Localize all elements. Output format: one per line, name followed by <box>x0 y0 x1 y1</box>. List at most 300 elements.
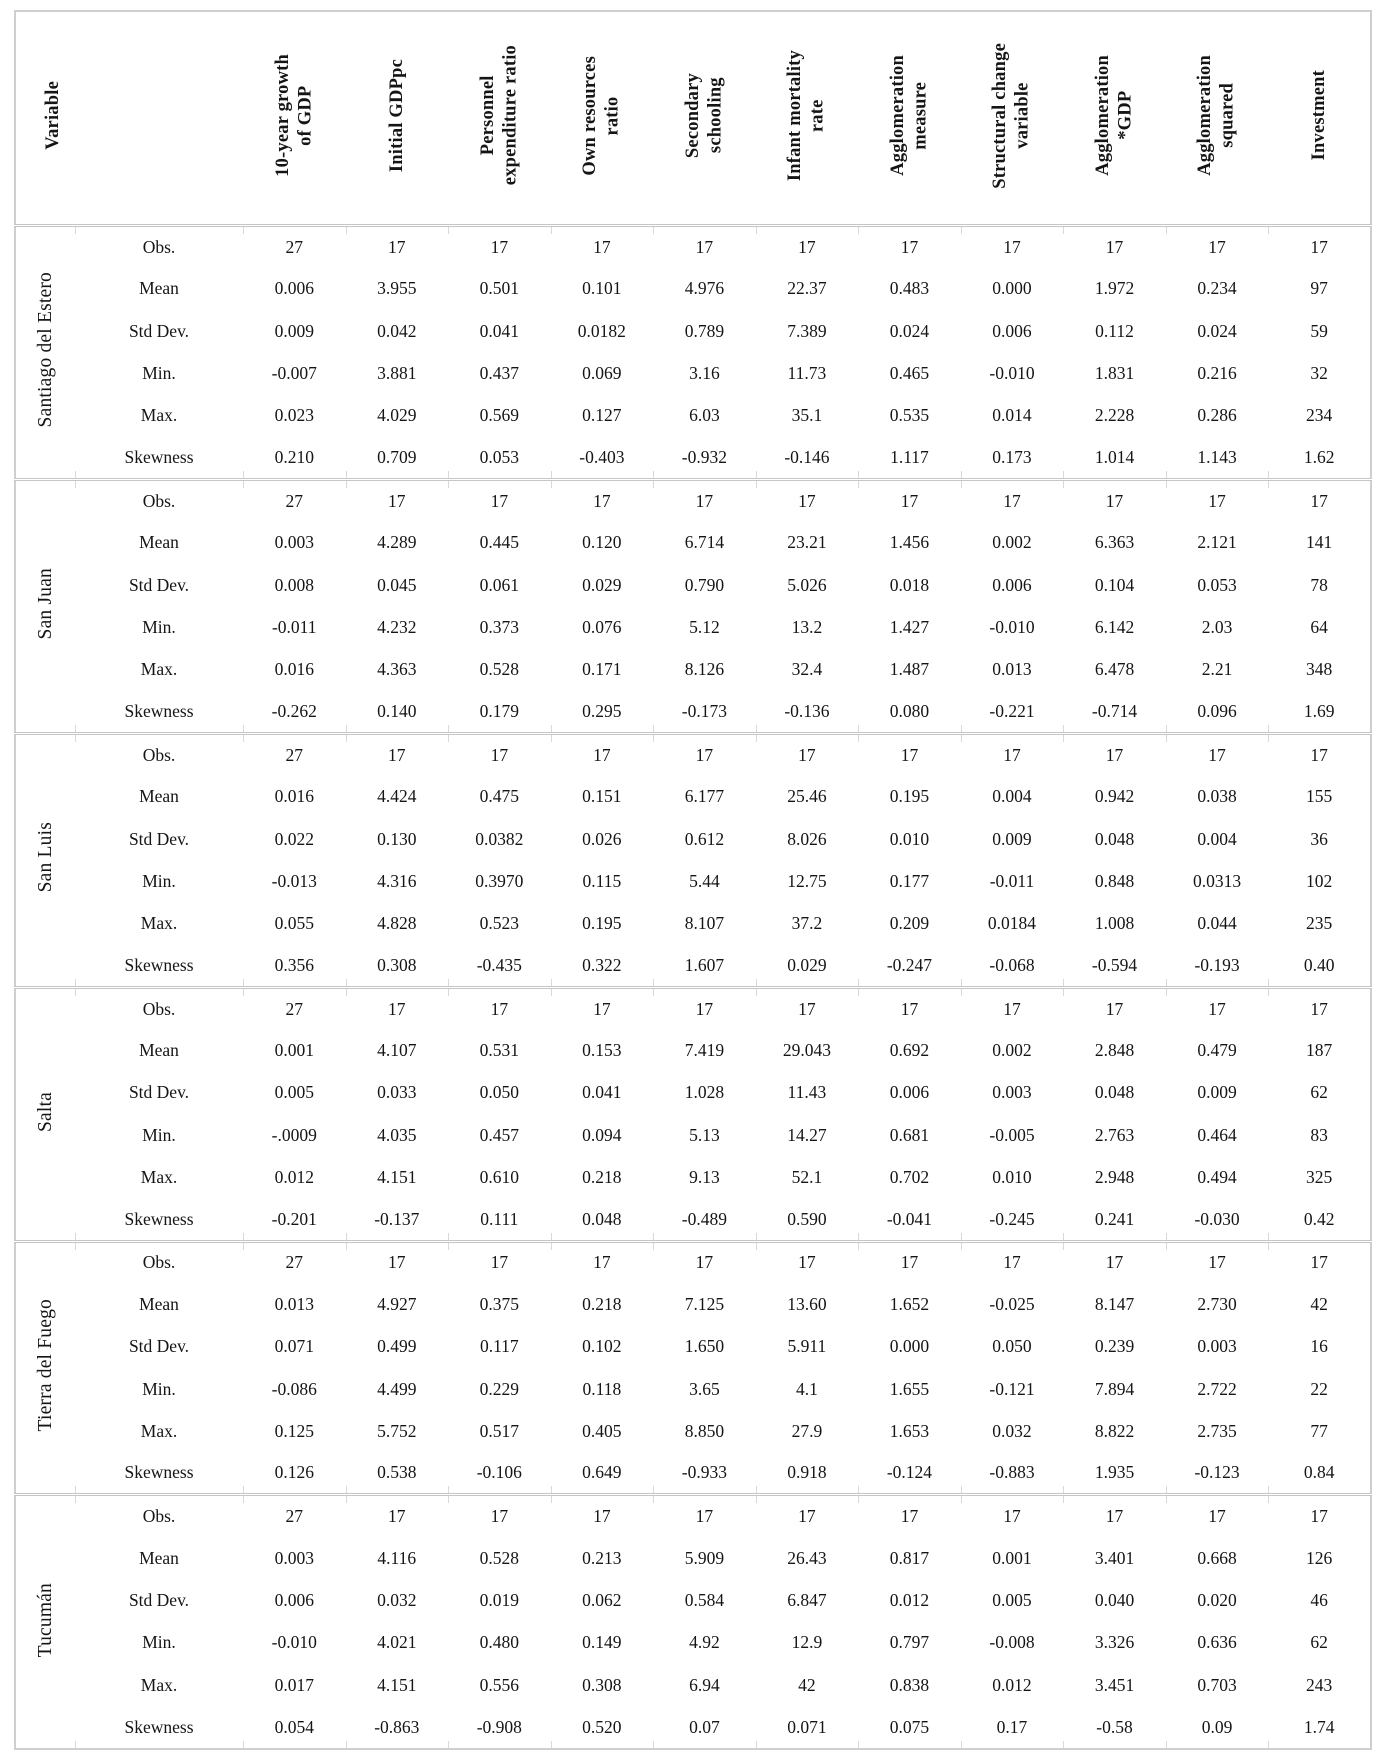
value-cell: 0.048 <box>1094 1082 1135 1103</box>
value-cell: 0.0184 <box>987 913 1037 934</box>
value-cell: 0.838 <box>889 1674 930 1695</box>
value-cell: 62 <box>1310 1082 1328 1103</box>
value-cell: 0.062 <box>582 1590 622 1611</box>
value-cell: 0.001 <box>274 1040 314 1061</box>
value-cell: 0.942 <box>1094 786 1135 807</box>
value-cell: 1.831 <box>1094 363 1135 384</box>
value-cell: 1.935 <box>1063 1453 1166 1495</box>
value-cell: 23.21 <box>787 532 827 553</box>
value-cell: 126 <box>1306 1547 1333 1568</box>
value-cell: 17 <box>1268 987 1371 1029</box>
value-cell: 0.817 <box>889 1547 930 1568</box>
value-cell: 0.005 <box>992 1590 1032 1611</box>
value-cell: 0.102 <box>582 1336 622 1357</box>
value-cell: 0.012 <box>992 1674 1032 1695</box>
value-cell: 0.790 <box>684 574 725 595</box>
table-row <box>15 945 1371 987</box>
value-cell: 2.848 <box>1094 1040 1135 1061</box>
value-cell: 5.026 <box>787 574 827 595</box>
value-cell: 0.018 <box>889 574 930 595</box>
value-cell: -0.908 <box>448 1706 551 1749</box>
value-cell: 0.006 <box>889 1082 930 1103</box>
value-cell: 0.556 <box>479 1674 520 1695</box>
value-cell: 187 <box>1306 1040 1333 1061</box>
value-cell: 1.028 <box>684 1082 725 1103</box>
table-row <box>15 860 1371 902</box>
value-cell: 27 <box>243 479 346 521</box>
value-cell: 0.295 <box>551 691 654 733</box>
value-cell: 5.13 <box>689 1124 720 1145</box>
value-cell: 0.016 <box>274 786 314 807</box>
value-cell: 0.789 <box>684 320 725 341</box>
table-row <box>15 522 1371 564</box>
value-cell: 348 <box>1306 659 1333 680</box>
value-cell: -0.221 <box>961 691 1064 733</box>
table-row <box>15 437 1371 479</box>
value-cell: 83 <box>1310 1124 1328 1145</box>
value-cell: 0.3970 <box>475 870 524 891</box>
value-cell: 0.84 <box>1268 1453 1371 1495</box>
value-cell: 0.584 <box>684 1590 725 1611</box>
value-cell: 4.151 <box>377 1674 417 1695</box>
value-cell: 0.055 <box>274 913 314 934</box>
value-cell: 0.373 <box>479 616 520 637</box>
value-cell: 0.499 <box>377 1336 417 1357</box>
value-cell: 4.363 <box>377 659 417 680</box>
column-header: Secondary schooling <box>653 11 756 226</box>
value-cell: 0.096 <box>1166 691 1269 733</box>
table-row <box>15 226 1371 268</box>
value-cell: 0.0313 <box>1192 870 1242 891</box>
value-cell: 6.714 <box>684 532 725 553</box>
value-cell: 0.006 <box>992 320 1032 341</box>
value-cell: 7.894 <box>1094 1378 1135 1399</box>
value-cell: 0.457 <box>479 1124 520 1145</box>
value-cell: 0.054 <box>243 1706 346 1749</box>
value-cell: 29.043 <box>782 1040 831 1061</box>
value-cell: 4.499 <box>377 1378 417 1399</box>
value-cell: 17 <box>653 733 756 775</box>
value-cell: 25.46 <box>787 786 827 807</box>
value-cell: 0.032 <box>992 1420 1032 1441</box>
value-cell: 1.652 <box>889 1293 930 1314</box>
value-cell: 46 <box>1310 1590 1328 1611</box>
value-cell: 0.002 <box>992 1040 1032 1061</box>
table-row <box>15 1283 1371 1325</box>
value-cell: 0.702 <box>889 1167 930 1188</box>
column-header: Initial GDPpc <box>346 11 449 226</box>
value-cell: -0.245 <box>961 1199 1064 1241</box>
value-cell: 4.107 <box>377 1040 417 1061</box>
value-cell: 0.479 <box>1197 1040 1237 1061</box>
value-cell: 1.69 <box>1268 691 1371 733</box>
value-cell: 17 <box>551 1241 654 1283</box>
column-header: Personnel expenditure ratio <box>448 11 551 226</box>
value-cell: 17 <box>1063 733 1166 775</box>
value-cell: 17 <box>551 479 654 521</box>
stat-label: Std Dev. <box>128 1590 190 1611</box>
value-cell: 6.142 <box>1094 616 1135 637</box>
value-cell: 0.001 <box>992 1547 1032 1568</box>
province-label: Tucumán <box>34 1582 56 1657</box>
value-cell: 11.43 <box>787 1082 827 1103</box>
value-cell: 0.692 <box>889 1040 930 1061</box>
value-cell: 0.610 <box>479 1167 520 1188</box>
value-cell: 5.12 <box>689 616 720 637</box>
value-cell: 6.94 <box>689 1674 720 1695</box>
value-cell: -0.403 <box>551 437 654 479</box>
value-cell: 59 <box>1310 320 1328 341</box>
value-cell: 1.62 <box>1268 437 1371 479</box>
stat-label: Obs. <box>75 733 243 775</box>
stat-label: Skewness <box>75 1453 243 1495</box>
value-cell: 0.229 <box>479 1378 520 1399</box>
value-cell: 0.07 <box>653 1706 756 1749</box>
value-cell: 0.681 <box>889 1124 930 1145</box>
value-cell: 17 <box>858 479 961 521</box>
value-cell: 4.92 <box>689 1632 720 1653</box>
value-cell: 17 <box>756 479 859 521</box>
value-cell: 17 <box>346 226 449 268</box>
province-label: Santiago del Estero <box>34 272 56 428</box>
value-cell: 0.094 <box>582 1124 622 1145</box>
value-cell: 42 <box>1310 1293 1328 1314</box>
value-cell: 0.101 <box>582 278 622 299</box>
value-cell: 4.232 <box>377 616 417 637</box>
value-cell: 6.363 <box>1094 532 1135 553</box>
value-cell: 0.528 <box>479 1547 520 1568</box>
value-cell: 7.389 <box>787 320 827 341</box>
stat-label: Std Dev. <box>128 1082 190 1103</box>
value-cell: 0.005 <box>274 1082 314 1103</box>
value-cell: 13.60 <box>787 1293 827 1314</box>
value-cell: -0.247 <box>858 945 961 987</box>
value-cell: -0.123 <box>1166 1453 1269 1495</box>
value-cell: 0.003 <box>274 532 314 553</box>
stat-label: Max. <box>140 913 178 934</box>
value-cell: 17 <box>858 987 961 1029</box>
value-cell: 17 <box>346 1241 449 1283</box>
value-cell: 0.195 <box>582 913 622 934</box>
value-cell: 7.419 <box>684 1040 725 1061</box>
value-cell: -.0009 <box>271 1124 317 1145</box>
value-cell: 0.009 <box>274 320 314 341</box>
column-header: Agglomeration squared <box>1166 11 1269 226</box>
table-row <box>15 649 1371 691</box>
table-row <box>15 733 1371 775</box>
value-cell: 0.061 <box>479 574 520 595</box>
stat-label: Max. <box>140 405 178 426</box>
value-cell: 22.37 <box>787 278 827 299</box>
value-cell: 1.143 <box>1166 437 1269 479</box>
value-cell: 2.228 <box>1094 405 1135 426</box>
value-cell: -0.041 <box>858 1199 961 1241</box>
value-cell: 0.003 <box>1197 1336 1237 1357</box>
header-row <box>15 11 1371 226</box>
value-cell: 7.125 <box>684 1293 725 1314</box>
value-cell: 0.075 <box>858 1706 961 1749</box>
value-cell: 0.173 <box>961 437 1064 479</box>
stat-label: Mean <box>139 1293 179 1314</box>
value-cell: 0.209 <box>889 913 930 934</box>
value-cell: 17 <box>961 1241 1064 1283</box>
value-cell: 17 <box>448 226 551 268</box>
variable-corner-header <box>15 11 243 226</box>
value-cell: -0.933 <box>653 1453 756 1495</box>
value-cell: 8.850 <box>684 1420 725 1441</box>
value-cell: 243 <box>1306 1674 1333 1695</box>
value-cell: 0.465 <box>889 363 930 384</box>
province-label: San Luis <box>34 822 56 893</box>
value-cell: -0.124 <box>858 1453 961 1495</box>
value-cell: 27 <box>243 733 346 775</box>
value-cell: 0.130 <box>377 828 417 849</box>
value-cell: -0.201 <box>243 1199 346 1241</box>
table-row <box>15 1326 1371 1368</box>
stat-label: Min. <box>142 1378 176 1399</box>
value-cell: -0.030 <box>1166 1199 1269 1241</box>
table-row <box>15 564 1371 606</box>
value-cell: 1.972 <box>1094 278 1135 299</box>
value-cell: -0.010 <box>271 1632 317 1653</box>
value-cell: 17 <box>858 1241 961 1283</box>
value-cell: -0.106 <box>448 1453 551 1495</box>
table-row <box>15 818 1371 860</box>
value-cell: 0.048 <box>1094 828 1135 849</box>
value-cell: 17 <box>346 987 449 1029</box>
value-cell: 17 <box>551 987 654 1029</box>
value-cell: 0.09 <box>1166 1706 1269 1749</box>
value-cell: 0.003 <box>274 1547 314 1568</box>
value-cell: 0.375 <box>479 1293 520 1314</box>
column-header: 10-year growth of GDP <box>243 11 346 226</box>
table-row <box>15 1580 1371 1622</box>
stat-label: Max. <box>140 659 178 680</box>
stat-label: Std Dev. <box>128 574 190 595</box>
value-cell: 78 <box>1310 574 1328 595</box>
value-cell: 1.487 <box>889 659 930 680</box>
value-cell: 0.668 <box>1197 1547 1237 1568</box>
value-cell: 17 <box>1166 479 1269 521</box>
value-cell: 1.74 <box>1268 1706 1371 1749</box>
value-cell: 0.013 <box>992 659 1032 680</box>
table-row <box>15 776 1371 818</box>
value-cell: 0.006 <box>992 574 1032 595</box>
value-cell: -0.489 <box>653 1199 756 1241</box>
value-cell: 0.494 <box>1197 1167 1237 1188</box>
value-cell: 0.709 <box>346 437 449 479</box>
table-row <box>15 1241 1371 1283</box>
value-cell: 0.17 <box>961 1706 1064 1749</box>
stat-label: Min. <box>142 1632 176 1653</box>
value-cell: 0.520 <box>551 1706 654 1749</box>
value-cell: 0.612 <box>684 828 725 849</box>
value-cell: 1.456 <box>889 532 930 553</box>
table-row <box>15 691 1371 733</box>
value-cell: 0.153 <box>582 1040 622 1061</box>
value-cell: 17 <box>1166 1495 1269 1537</box>
table-row <box>15 395 1371 437</box>
stat-label: Std Dev. <box>128 1336 190 1357</box>
value-cell: 0.019 <box>479 1590 520 1611</box>
stat-label: Mean <box>139 278 179 299</box>
value-cell: 8.822 <box>1094 1420 1135 1441</box>
value-cell: 0.40 <box>1268 945 1371 987</box>
column-header: Structural change variable <box>961 11 1064 226</box>
value-cell: 0.029 <box>582 574 622 595</box>
stat-label: Min. <box>142 1124 176 1145</box>
stat-label: Obs. <box>75 479 243 521</box>
value-cell: 0.024 <box>1197 320 1237 341</box>
value-cell: 32.4 <box>791 659 823 680</box>
value-cell: -0.011 <box>989 870 1035 891</box>
value-cell: 0.234 <box>1197 278 1237 299</box>
value-cell: 0.053 <box>448 437 551 479</box>
value-cell: 3.451 <box>1094 1674 1135 1695</box>
stat-label: Max. <box>140 1167 178 1188</box>
value-cell: 0.112 <box>1095 320 1134 341</box>
value-cell: 0.013 <box>274 1293 314 1314</box>
value-cell: 0.050 <box>479 1082 520 1103</box>
value-cell: -0.146 <box>756 437 859 479</box>
value-cell: 97 <box>1310 278 1328 299</box>
value-cell: 27.9 <box>791 1420 823 1441</box>
variable-header-label: Variable <box>43 81 63 150</box>
value-cell: 3.326 <box>1094 1632 1135 1653</box>
value-cell: 1.655 <box>889 1378 930 1399</box>
value-cell: 0.048 <box>551 1199 654 1241</box>
value-cell: 4.828 <box>377 913 417 934</box>
table-row <box>15 1706 1371 1749</box>
value-cell: 1.607 <box>653 945 756 987</box>
value-cell: 6.478 <box>1094 659 1135 680</box>
value-cell: 14.27 <box>787 1124 827 1145</box>
value-cell: 0.797 <box>889 1632 930 1653</box>
value-cell: 17 <box>653 1241 756 1283</box>
value-cell: 17 <box>756 226 859 268</box>
value-cell: 35.1 <box>791 405 823 426</box>
value-cell: 0.538 <box>346 1453 449 1495</box>
value-cell: 37.2 <box>791 913 823 934</box>
value-cell: 0.118 <box>582 1378 622 1399</box>
value-cell: 17 <box>1063 226 1166 268</box>
value-cell: 11.73 <box>787 363 827 384</box>
value-cell: 17 <box>961 733 1064 775</box>
value-cell: -0.068 <box>961 945 1064 987</box>
value-cell: 1.653 <box>889 1420 930 1441</box>
value-cell: 8.126 <box>684 659 725 680</box>
value-cell: 0.239 <box>1094 1336 1135 1357</box>
value-cell: 17 <box>1268 733 1371 775</box>
value-cell: 0.918 <box>756 1453 859 1495</box>
table-header <box>15 11 1371 226</box>
value-cell: -0.435 <box>448 945 551 987</box>
value-cell: 2.722 <box>1197 1378 1237 1399</box>
value-cell: 155 <box>1306 786 1333 807</box>
value-cell: 3.881 <box>377 363 417 384</box>
value-cell: 0.012 <box>274 1167 314 1188</box>
value-cell: 5.44 <box>689 870 720 891</box>
value-cell: -0.025 <box>989 1293 1035 1314</box>
stat-label: Skewness <box>75 437 243 479</box>
value-cell: 0.322 <box>551 945 654 987</box>
value-cell: 12.75 <box>787 870 827 891</box>
value-cell: 0.010 <box>992 1167 1032 1188</box>
value-cell: 0.050 <box>992 1336 1032 1357</box>
value-cell: 26.43 <box>787 1547 827 1568</box>
value-cell: 0.120 <box>582 532 622 553</box>
table-row <box>15 1114 1371 1156</box>
value-cell: 0.149 <box>582 1632 622 1653</box>
value-cell: 0.179 <box>448 691 551 733</box>
value-cell: 0.0182 <box>577 320 626 341</box>
value-cell: 0.022 <box>274 828 314 849</box>
value-cell: 17 <box>346 733 449 775</box>
value-cell: 0.026 <box>582 828 622 849</box>
value-cell: 17 <box>1268 479 1371 521</box>
value-cell: 17 <box>961 1495 1064 1537</box>
value-cell: 0.445 <box>479 532 520 553</box>
value-cell: 3.65 <box>689 1378 720 1399</box>
value-cell: 0.125 <box>274 1420 314 1441</box>
value-cell: 17 <box>653 479 756 521</box>
value-cell: 32 <box>1310 363 1328 384</box>
value-cell: 17 <box>551 733 654 775</box>
descriptive-statistics-table <box>14 10 1372 1750</box>
value-cell: 77 <box>1310 1420 1328 1441</box>
table-row <box>15 268 1371 310</box>
column-header: Agglomeration measure <box>858 11 961 226</box>
value-cell: 235 <box>1306 913 1333 934</box>
table-row <box>15 352 1371 394</box>
table-row <box>15 479 1371 521</box>
value-cell: 17 <box>1063 1241 1166 1283</box>
value-cell: 0.033 <box>377 1082 417 1103</box>
stat-label: Mean <box>139 532 179 553</box>
value-cell: -0.173 <box>653 691 756 733</box>
stat-label: Skewness <box>75 1199 243 1241</box>
value-cell: 17 <box>653 1495 756 1537</box>
table-row <box>15 310 1371 352</box>
value-cell: 0.151 <box>582 786 622 807</box>
column-header: Investment <box>1268 11 1371 226</box>
table-row <box>15 903 1371 945</box>
value-cell: 17 <box>448 479 551 521</box>
value-cell: 0.040 <box>1094 1590 1135 1611</box>
value-cell: 1.427 <box>889 616 930 637</box>
value-cell: 0.528 <box>479 659 520 680</box>
value-cell: 17 <box>551 226 654 268</box>
value-cell: -0.136 <box>756 691 859 733</box>
value-cell: 0.038 <box>1197 786 1237 807</box>
value-cell: 17 <box>756 987 859 1029</box>
value-cell: 0.044 <box>1197 913 1237 934</box>
stat-label: Skewness <box>75 691 243 733</box>
value-cell: 0.531 <box>479 1040 520 1061</box>
value-cell: 6.177 <box>684 786 725 807</box>
value-cell: 17 <box>448 1495 551 1537</box>
value-cell: 141 <box>1306 532 1333 553</box>
table-row <box>15 1495 1371 1537</box>
value-cell: 17 <box>1268 226 1371 268</box>
value-cell: 3.401 <box>1094 1547 1135 1568</box>
value-cell: -0.010 <box>989 616 1035 637</box>
value-cell: 0.117 <box>479 1336 519 1357</box>
value-cell: 8.107 <box>684 913 725 934</box>
value-cell: 17 <box>756 733 859 775</box>
value-cell: 17 <box>1166 1241 1269 1283</box>
table-row <box>15 987 1371 1029</box>
